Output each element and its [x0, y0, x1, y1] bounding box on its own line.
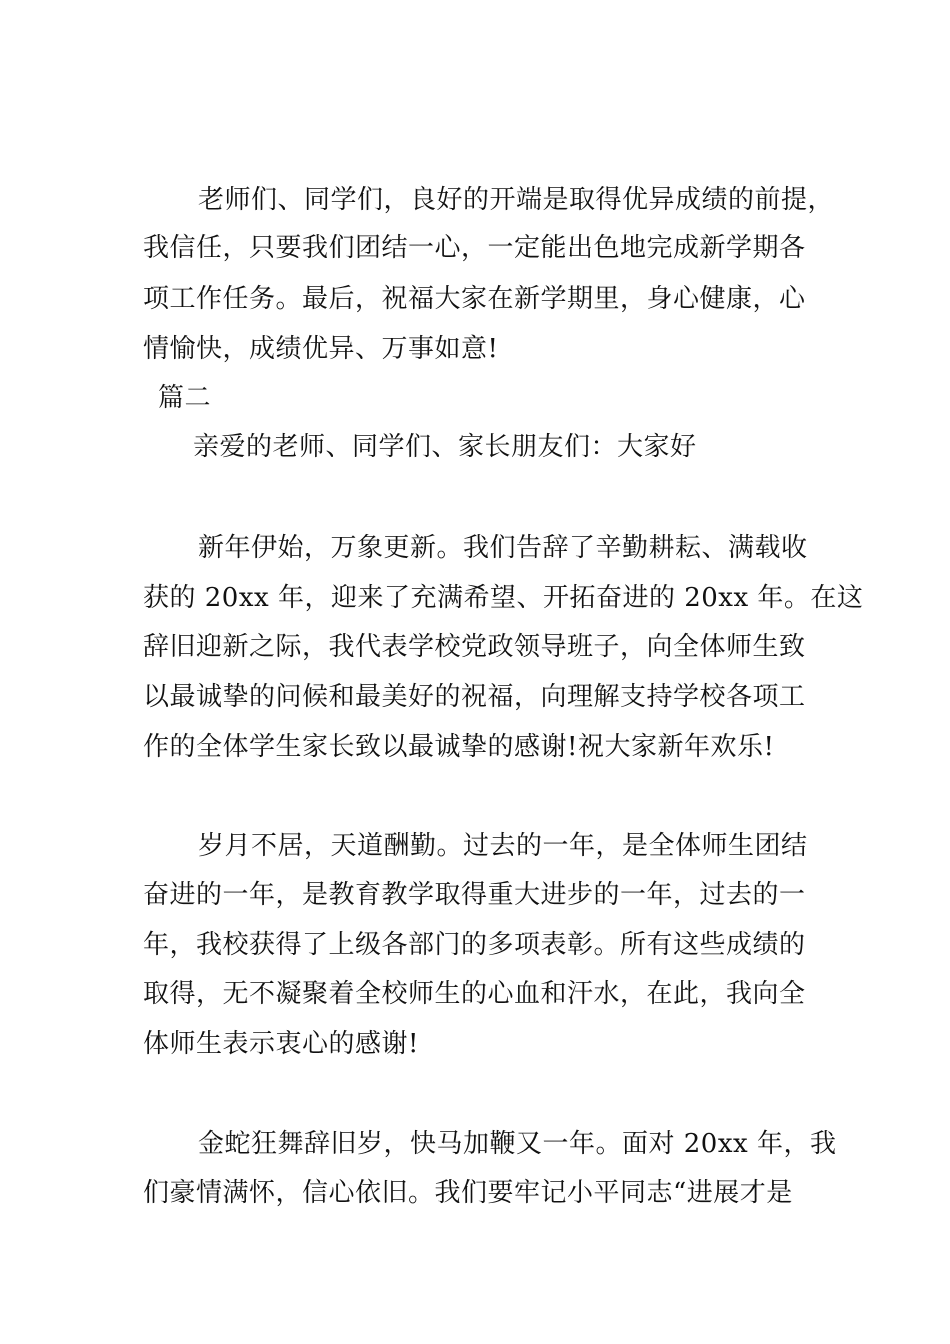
greeting-line: 亲爱的老师、同学们、家长朋友们：大家好	[193, 432, 697, 462]
text-line: 新年伊始，万象更新。我们告辞了辛勤耕耘、满载收	[198, 533, 808, 563]
text-line: 获的 20xx 年，迎来了充满希望、开拓奋进的 20xx 年。在这	[143, 583, 864, 613]
text-line: 金蛇狂舞辞旧岁，快马加鞭又一年。面对 20xx 年，我	[198, 1129, 837, 1159]
text-line: 年，我校获得了上级各部门的多项表彰。所有这些成绩的	[143, 930, 806, 960]
text-line: 项工作任务。最后，祝福大家在新学期里，身心健康，心	[143, 284, 806, 314]
text-line: 奋进的一年，是教育教学取得重大进步的一年，过去的一	[143, 880, 806, 910]
text-line: 们豪情满怀，信心依旧。我们要牢记小平同志“进展才是	[143, 1178, 793, 1208]
text-line: 岁月不居，天道酬勤。过去的一年，是全体师生团结	[198, 831, 808, 861]
text-line: 取得，无不凝聚着全校师生的心血和汗水，在此，我向全	[143, 979, 806, 1009]
text-line: 作的全体学生家长致以最诚挚的感谢!祝大家新年欢乐!	[143, 732, 775, 762]
text-line: 情愉快，成绩优异、万事如意!	[143, 334, 499, 364]
text-line: 老师们、同学们，良好的开端是取得优异成绩的前提，	[198, 185, 835, 215]
text-line: 体师生表示衷心的感谢!	[143, 1029, 419, 1059]
text-line: 辞旧迎新之际，我代表学校党政领导班子，向全体师生致	[143, 632, 806, 662]
text-line: 以最诚挚的问候和最美好的祝福，向理解支持学校各项工	[143, 682, 806, 712]
text-line: 我信任，只要我们团结一心，一定能出色地完成新学期各	[143, 233, 806, 263]
section-heading: 篇二	[158, 383, 212, 413]
